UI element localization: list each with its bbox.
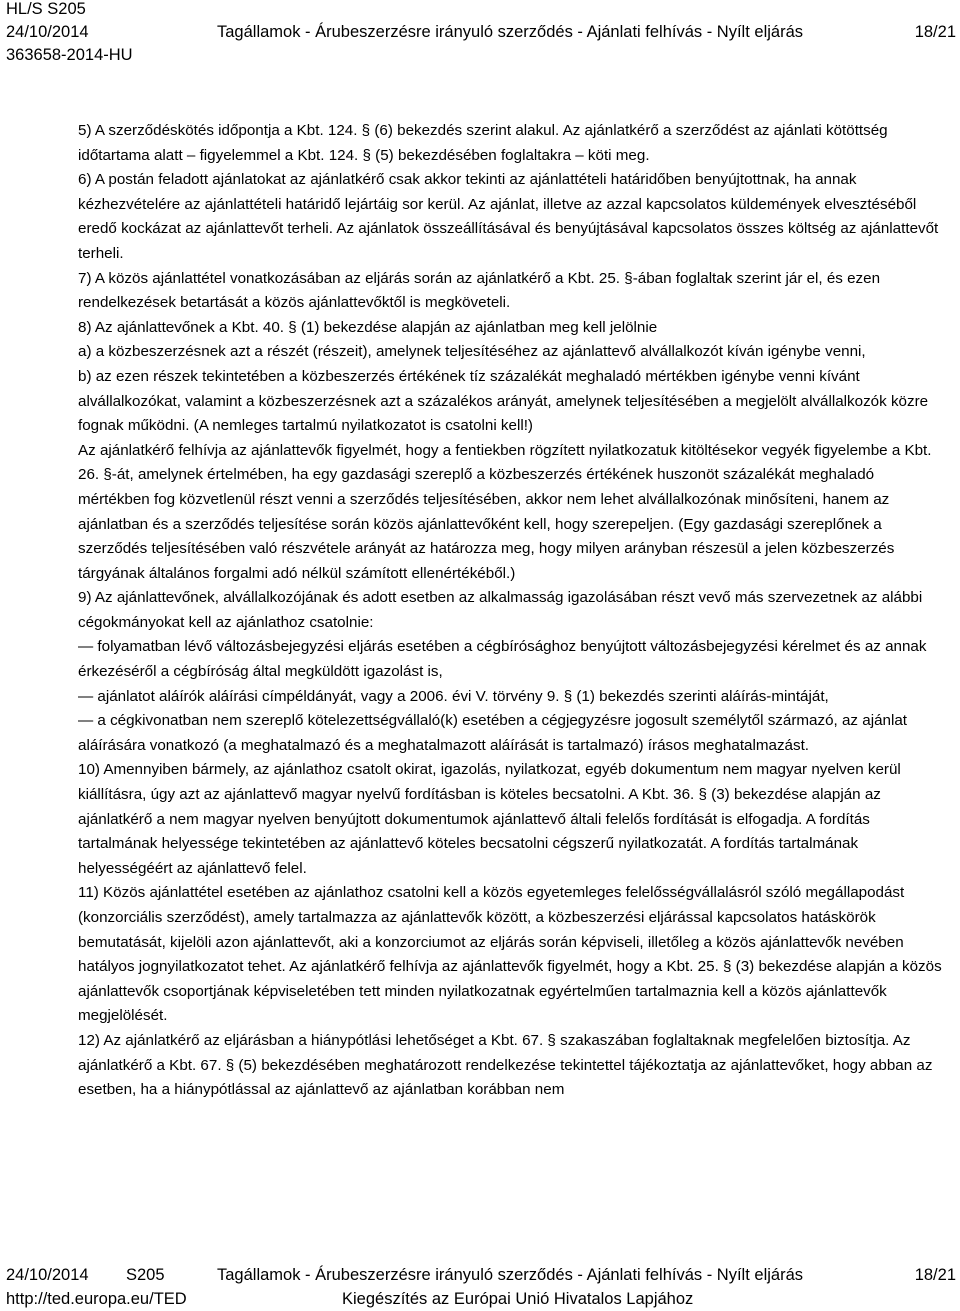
paragraph: — ajánlatot aláírók aláírási címpéldányát, vagy a 2006. évi V. törvény 9. § (1) bekezdés szerinti aláírás-mintáját,: [78, 687, 829, 705]
header-title: Tagállamok - Árubeszerzésre irányuló szerződés - Ajánlati felhívás - Nyílt eljárás: [217, 23, 803, 41]
paragraph: 8) Az ajánlattevőnek a Kbt. 40. § (1) bekezdése alapján az ajánlatban meg kell jelölnie: [78, 318, 658, 336]
header-left-block: [6, 0, 133, 67]
footer-subtitle: Kiegészítés az Európai Unió Hivatalos Lapjához: [342, 1290, 694, 1308]
footer-date: 24/10/2014: [6, 1266, 89, 1284]
header-code: HL/S S205: [6, 0, 86, 18]
paragraph: 10) Amennyiben bármely, az ajánlathoz csatolt okirat, igazolás, nyilatkozat, egyéb dokumentum nem magyar nyelven kerül kiállításra, úgy azt az ajánlattevő magyar nyelvű fordításban is köteles becsatolni. A Kbt. 36. § (3) bekezdése alapján az ajánlatkérő a nem magyar nyelven benyújtott dokumentumok ajánlattevő általi felelős fordítását is elfogadja. A fordítás tartalmának helyessége tekintetében az ajánlattevő köteles becsatolni cégszerű nyilatkozatát. A fordítás tartalmának helyességéért az ajánlattevő felel.: [78, 761, 901, 877]
paragraph: Az ajánlatkérő felhívja az ajánlattevők figyelmét, hogy a fentiekben rögzített nyilatkozatuk kitöltésekor vegyék figyelembe a Kbt. 26. §-át, amelynek értelmében, ha egy gazdasági szereplő a közbeszerzés értékének huszonöt százalékát meghaladó mértékben fog közvetlenül részt venni a szerződés teljesítésében, akkor nem lehet alvállalkozónak minősíteni, hanem az ajánlatban és a szerződés teljesítése során közös ajánlattevőként kell, hogy szerepeljen. (Egy gazdasági szereplőnek a szerződés teljesítésében való részvétele arányát az határozza meg, hogy milyen arányban részesül a jelen közbeszerzés tárgyának általános forgalmi adó nélkül számított ellenértékéből.): [78, 441, 932, 582]
footer-url-link[interactable]: http://ted.europa.eu/TED: [6, 1290, 187, 1308]
header-page-number: 18/21: [914, 23, 956, 41]
paragraph: — folyamatban lévő változásbejegyzési eljárás esetében a cégbírósághoz benyújtott változásbejegyzési kérelmet és az annak érkezéséről a cégbíróság által megküldött igazolást is,: [78, 638, 927, 681]
paragraph: 12) Az ajánlatkérő az eljárásban a hiánypótlási lehetőséget a Kbt. 67. § szakaszában foglaltaknak megfelelően biztosítja. Az ajánlatkérő a Kbt. 67. § (5) bekezdésében meghatározott rendelkezése tekintettel tájékoztatja az ajánlattevőket, hogy abban az esetben, ha a hiánypótlással az ajánlattevő az ajánlatban korábban nem: [78, 1031, 933, 1099]
header-date: 24/10/2014: [6, 23, 89, 41]
paragraph: 5) A szerződéskötés időpontja a Kbt. 124. § (6) bekezdés szerint alakul. Az ajánlatkérő a szerződést az ajánlati kötöttség időtartama alatt – figyelemmel a Kbt. 124. § (5) bekezdésében foglaltakra – köti meg.: [78, 122, 888, 164]
page-header: [0, 0, 960, 72]
paragraph: 7) A közös ajánlattétel vonatkozásában az eljárás során az ajánlatkérő a Kbt. 25. §-ában foglaltak szerint jár el, és ezen rendelkezések betartását a közös ajánlattevőktől is megköveteli.: [78, 269, 881, 312]
paragraph: b) az ezen részek tekintetében a közbeszerzés értékének tíz százalékát meghaladó mértékben igénybe venni kívánt alvállalkozókat, valamint a közbeszerzésnek azt a százalékos arányát, amelynek teljesítésében a megjelölt alvállalkozók közre fognak működni. (A nemleges tartalmú nyilatkozatot is csatolni kell!): [78, 367, 929, 435]
document-body: [78, 119, 948, 1103]
header-doc-id: 363658-2014-HU: [6, 46, 133, 64]
page-footer: [0, 1262, 960, 1311]
footer-page-number: 18/21: [914, 1266, 956, 1284]
paragraph: 11) Közös ajánlattétel esetében az ajánlathoz csatolni kell a közös egyetemleges felelősségvállalásról szóló megállapodást (konzorciális szerződést), amely tartalmazza az ajánlattevők között, a közbeszerzési eljárással kapcsolatos hatáskörök bemutatását, kijelöli azon ajánlattevőt, aki a konzorciumot az eljárás során képviseli, illetőleg a közös ajánlattevők nevében hatályos jognyilatkozatot tehet. Az ajánlatkérő felhívja az ajánlattevők figyelmét, hogy a Kbt. 25. § (3) bekezdése alapján a közös ajánlattevők csoportjának képviseletében tett minden nyilatkozatnak egyértelműen tartalmaznia kell a közös ajánlattevők megjelölését.: [78, 884, 942, 1025]
footer-title: Tagállamok - Árubeszerzésre irányuló szerződés - Ajánlati felhívás - Nyílt eljárás: [217, 1266, 803, 1284]
paragraph: a) a közbeszerzésnek azt a részét (részeit), amelynek teljesítéséhez az ajánlattevő alvállalkozót kíván igénybe venni,: [78, 343, 866, 361]
paragraph: 9) Az ajánlattevőnek, alvállalkozójának és adott esetben az alkalmasság igazolásában részt vevő más szervezetnek az alábbi cégokmányokat kell az ajánlathoz csatolnie:: [78, 589, 923, 631]
paragraph: — a cégkivonatban nem szereplő kötelezettségvállaló(k) esetében a cégjegyzésre jogosult személytől származó, az ajánlat aláírására vonatkozó (a meghatalmazó és a meghatalmazott aláírását is tartalmazó) írásos meghatalmazást.: [78, 712, 908, 754]
paragraph: 6) A postán feladott ajánlatokat az ajánlatkérő csak akkor tekinti az ajánlattételi határidőben benyújtottnak, ha annak kézhezvételére az ajánlattételi határidő lejártáig sor kerül. Az ajánlat, illetve az azzal kapcsolatos küldemények elvesztéséből eredő kockázat az ajánlattevőt terheli. Az ajánlatok összeállításával és benyújtásával kapcsolatos összes költség az ajánlattevőt terheli.: [78, 171, 939, 262]
footer-code: S205: [126, 1266, 165, 1284]
